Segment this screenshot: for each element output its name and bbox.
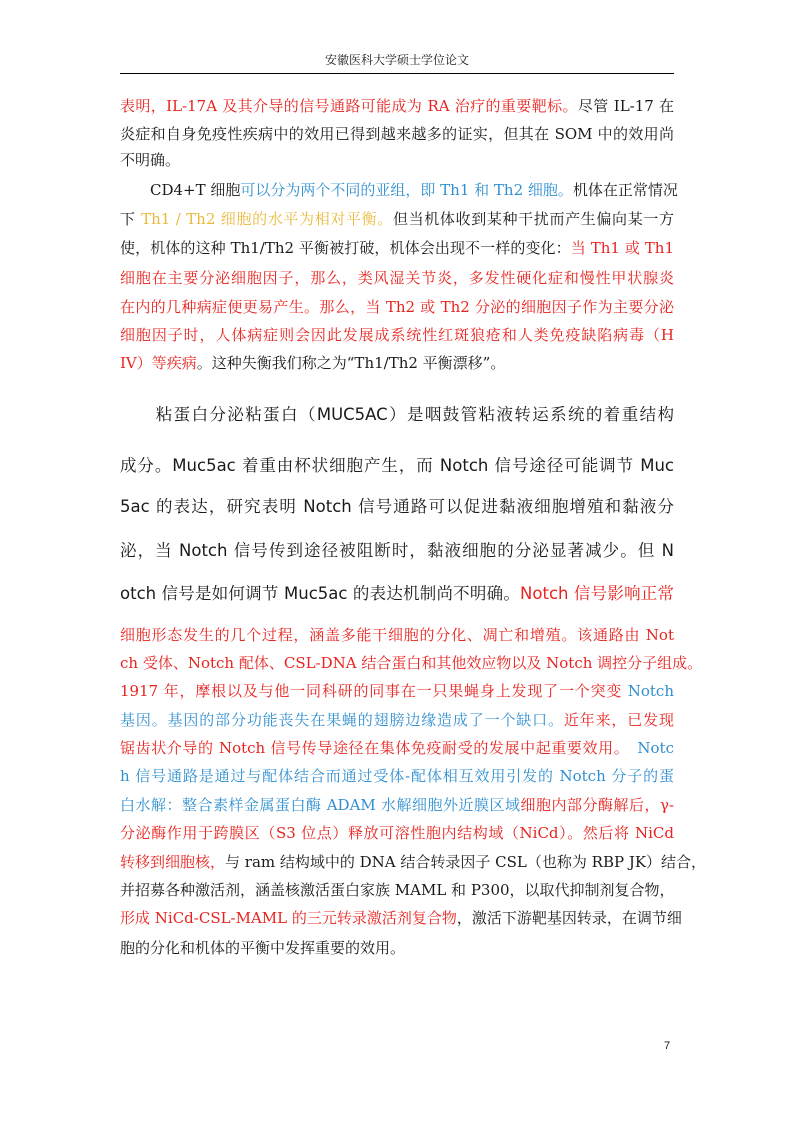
text-run: 使，机体的这种 Th1/Th2 平衡被打破，机体会出现不一样的变化：: [120, 239, 571, 257]
text-run: 与 ram 结构域中的 DNA 结合转录因子 CSL（也称为 RBP JK）结合，: [225, 853, 707, 871]
text-run: ch 受体、Notch 配体、CSL-DNA 结合蛋白和其他效应物以及 Notch 调控分子组成。: [120, 654, 703, 672]
text-line: [120, 96, 674, 116]
text-line: [120, 938, 674, 958]
text-line: [120, 823, 674, 843]
text-run: h 信号通路是通过与配体结合而通过受体-配体相互效用引发的 Notch 分子的蛋: [120, 767, 674, 785]
text-run: 但当机体收到某种干扰而产生偏向某一方: [392, 210, 674, 228]
running-header: 安徽医科大学硕士学位论文: [324, 53, 469, 67]
text-run: IV）等疾病: [120, 354, 197, 372]
text-run: 细胞在主要分泌细胞因子，那么，类风湿关节炎，多发性硬化症和慢性甲状腺炎: [120, 269, 674, 287]
text-run: 分泌酶作用于跨膜区（S3 位点）释放可溶性胞内结构域（NiCd）。然后将 NiCd: [120, 824, 674, 842]
text-line: [120, 908, 682, 928]
page-number: 7: [664, 1040, 671, 1052]
text-run: Notch 信号影响正常: [520, 584, 674, 603]
text-run: Notch: [627, 682, 674, 700]
text-run: 泌，当 Notch 信号传到途径被阻断时，黏液细胞的分泌显著减少。但 N: [120, 541, 674, 560]
text-line: [120, 150, 674, 170]
text-run: 当 Th1 或 Th1: [570, 239, 674, 257]
text-run: 白水解：整合素样金属蛋白酶 ADAM 水解细胞外近膜区域: [120, 796, 521, 814]
text-line: [120, 209, 674, 229]
text-run: 炎症和自身免疫性疾病中的效用已得到越来越多的证实，但其在 SOM 中的效用尚: [120, 125, 674, 143]
text-run: otch 信号是如何调节 Muc5ac 的表达机制尚不明确。: [120, 584, 521, 603]
text-run: 尽管 IL-17 在: [577, 97, 674, 115]
text-line: [120, 238, 674, 258]
text-line: [120, 681, 674, 701]
text-line: [120, 795, 674, 815]
text-line: [120, 353, 674, 373]
text-run: 粘蛋白分泌粘蛋白（MUC5AC）是咽鼓管粘液转运系统的着重结构: [120, 405, 674, 424]
text-line: [120, 766, 674, 786]
header-rule: [120, 73, 674, 74]
text-line: [120, 497, 674, 517]
text-run: 可以分为两个不同的亚组，即 Th1 和 Th2 细胞。: [240, 181, 573, 199]
text-line: [120, 653, 703, 673]
text-run: Notc: [621, 739, 674, 757]
text-line: [120, 268, 674, 288]
text-run: 不明确。: [120, 151, 181, 169]
text-line: [120, 456, 674, 476]
text-line: [120, 710, 674, 730]
text-line: [120, 297, 674, 317]
text-run: 机体在正常情况: [572, 181, 678, 199]
text-line: [120, 180, 678, 200]
text-run: 形成 NiCd-CSL-MAML 的三元转录激活剂复合物: [120, 909, 457, 927]
text-run: 转移到细胞核，: [120, 853, 226, 871]
text-run: 在内的几种病症便更易产生。那么，当 Th2 或 Th2 分泌的细胞因子作为主要分泌: [120, 298, 674, 316]
text-run: 细胞因子时，人体病症则会因此发展成系统性红斑狼疮和人类免疫缺陷病毒（H: [120, 326, 674, 344]
text-line: [120, 880, 674, 900]
text-run: 近年来，已发现: [563, 711, 674, 729]
text-line: [120, 738, 674, 758]
text-run: 锯齿状介导的 Notch 信号传导途径在集体免疫耐受的发展中起重要效用。: [120, 739, 622, 757]
text-line: [120, 625, 674, 645]
text-line: [120, 405, 674, 425]
text-run: Th1 / Th2 细胞的水平为相对平衡。: [135, 210, 393, 228]
text-run: 。这种失衡我们称之为“Th1/Th2 平衡漂移”。: [196, 354, 506, 372]
text-run: 表明，IL-17A 及其介导的信号通路可能成为 RA 治疗的重要靶标。: [120, 97, 578, 115]
text-line: [120, 124, 674, 144]
text-run: 成分。Muc5ac 着重由杯状细胞产生，而 Notch 信号途径可能调节 Muc: [120, 456, 674, 475]
text-line: [120, 325, 674, 345]
text-run: 并招募各种激活剂，涵盖核激活蛋白家族 MAML 和 P300，以取代抑制剂复合物，: [120, 881, 675, 899]
text-run: 1917 年，摩根以及与他一同科研的同事在一只果蝇身上发现了一个突变: [120, 682, 628, 700]
text-run: ，激活下游靶基因转录，在调节细: [456, 909, 682, 927]
text-run: 细胞形态发生的几个过程，涵盖多能干细胞的分化、凋亡和增殖。该通路由 Not: [120, 626, 674, 644]
text-run: 胞的分化和机体的平衡中发挥重要的效用。: [120, 939, 406, 957]
text-line: [120, 584, 674, 604]
text-run: 下: [120, 210, 136, 228]
text-line: [120, 541, 674, 561]
text-run: 5ac 的表达，研究表明 Notch 信号通路可以促进黏液细胞增殖和黏液分: [120, 497, 674, 516]
text-run: CD4+T 细胞: [120, 181, 241, 199]
text-run: 基因。基因的部分功能丧失在果蝇的翅膀边缘造成了一个缺口。: [120, 711, 564, 729]
text-line: [120, 852, 707, 872]
text-run: 细胞内部分酶解后，γ-: [520, 796, 674, 814]
